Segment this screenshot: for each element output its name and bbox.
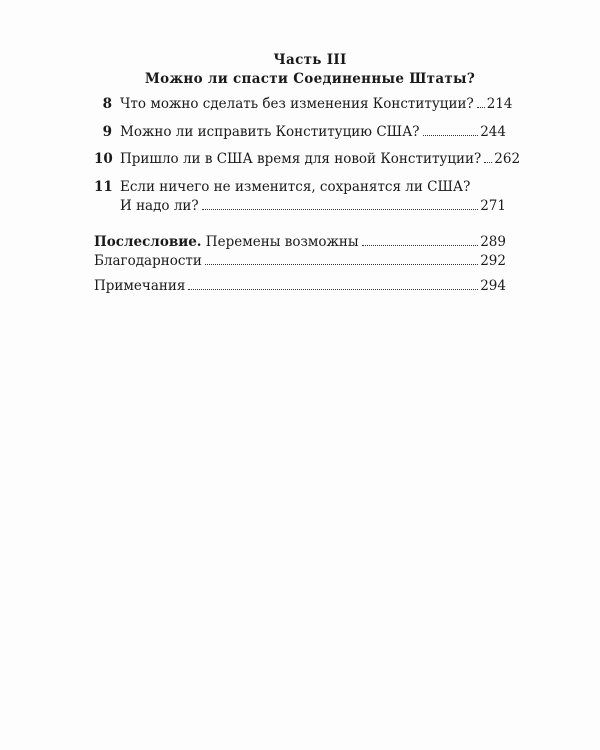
- page-number: 294: [480, 278, 506, 294]
- chapter-title: Что можно сделать без изменения Конституции?: [120, 96, 474, 112]
- chapter-number: 9: [102, 124, 112, 140]
- dot-leader: [202, 209, 479, 210]
- page-number: 289: [480, 234, 506, 250]
- page-number: 244: [480, 124, 506, 140]
- afterword-title: Перемены возможны: [201, 234, 359, 250]
- chapter-title: Можно ли исправить Конституцию США?: [120, 124, 420, 140]
- dot-leader: [477, 107, 485, 108]
- chapter-title-line-1: Если ничего не изменится, сохранятся ли США?: [120, 179, 471, 195]
- toc-entry-acknowledgments[interactable]: [94, 252, 506, 271]
- part-subtitle: Можно ли спасти Соединенные Штаты?: [144, 71, 476, 87]
- chapter-number: 11: [94, 179, 113, 195]
- acknowledgments-title: Благодарности: [94, 253, 202, 269]
- chapter-title: Пришло ли в США время для новой Конституции?: [120, 151, 482, 167]
- dot-leader: [484, 162, 492, 163]
- chapter-number: 10: [94, 151, 113, 167]
- dot-leader: [423, 135, 479, 136]
- toc-entry-notes[interactable]: [94, 277, 506, 296]
- afterword-label: Послесловие.: [94, 234, 202, 250]
- toc-entry-chapter-8[interactable]: [94, 95, 513, 114]
- page-number: 262: [494, 151, 521, 167]
- part-title: Часть III: [273, 52, 347, 68]
- dot-leader: [362, 245, 479, 246]
- notes-title: Примечания: [94, 278, 186, 294]
- toc-entry-chapter-9[interactable]: [94, 123, 506, 142]
- chapter-title-line-2: И надо ли?: [120, 198, 199, 214]
- page-number: 271: [480, 198, 506, 214]
- dot-leader: [205, 264, 478, 265]
- toc-entry-chapter-10[interactable]: [94, 150, 521, 169]
- toc-entry-chapter-11[interactable]: [94, 178, 506, 216]
- toc-entry-afterword[interactable]: [94, 233, 506, 252]
- dot-leader: [188, 289, 478, 290]
- chapter-number: 8: [102, 96, 112, 112]
- page-number: 292: [480, 253, 506, 269]
- page-number: 214: [486, 96, 513, 112]
